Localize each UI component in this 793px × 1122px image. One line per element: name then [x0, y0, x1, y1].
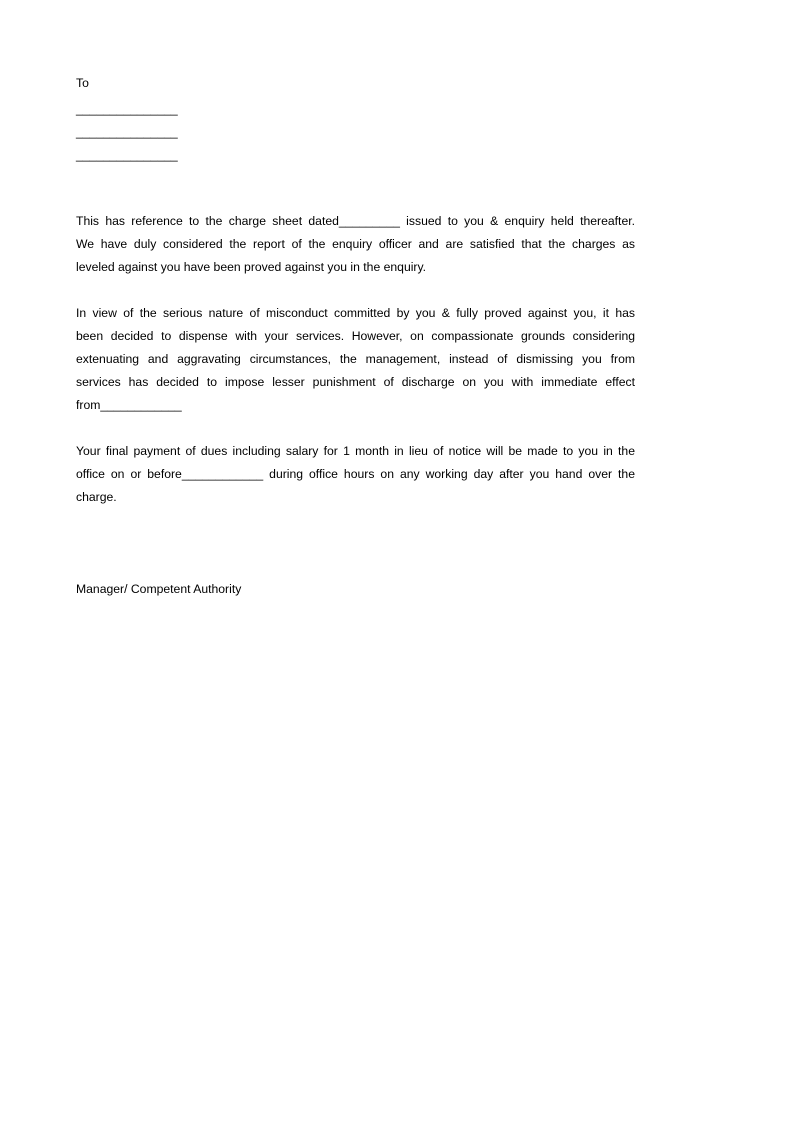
paragraph-3-line: office on or before____________ during office hours on any working day after you hand over the — [76, 467, 635, 481]
signature-line: Manager/ Competent Authority — [76, 582, 242, 596]
paragraph-2-line: extenuating and aggravating circumstances, the management, instead of dismissing you from — [76, 352, 635, 366]
paragraph-2-line: been decided to dispense with your services. However, on compassionate grounds considering — [76, 329, 635, 343]
paragraph-1-line: leveled against you have been proved against you in the enquiry. — [76, 260, 427, 274]
salutation: To — [76, 76, 89, 90]
address-blank-line: _______________ — [76, 125, 178, 139]
paragraph-2-line: In view of the serious nature of misconduct committed by you & fully proved against you, it has — [76, 306, 635, 320]
paragraph-1-line: We have duly considered the report of the enquiry officer and are satisfied that the charges as — [76, 237, 635, 251]
address-blank-line: _______________ — [76, 102, 178, 116]
paragraph-2-line: from____________ — [76, 398, 182, 412]
paragraph-2-line: services has decided to impose lesser punishment of discharge on you with immediate effect — [76, 375, 635, 389]
paragraph-3-line: Your final payment of dues including salary for 1 month in lieu of notice will be made to you in the — [76, 444, 635, 458]
paragraph-3-line: charge. — [76, 490, 117, 504]
address-blank-line: _______________ — [76, 148, 178, 162]
paragraph-1-line: This has reference to the charge sheet dated_________ issued to you & enquiry held thereafter. — [76, 214, 635, 228]
